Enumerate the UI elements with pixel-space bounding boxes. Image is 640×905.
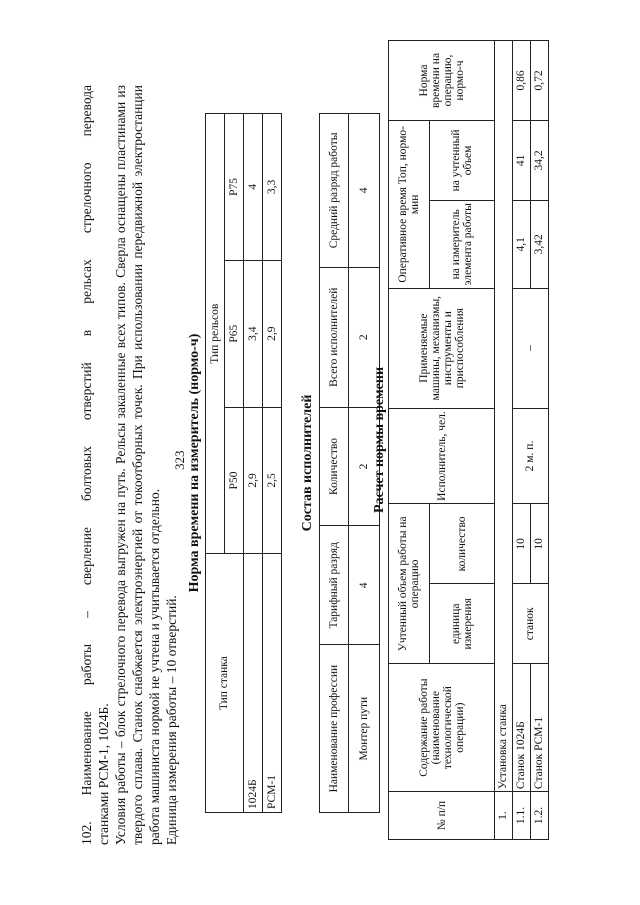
table-row: РСМ-1 2,5 2,9 3,3 xyxy=(263,114,282,813)
header-grade: Тарифный разряд xyxy=(320,526,349,645)
table-row: Монтер пути 4 2 2 4 xyxy=(349,114,380,813)
table-row: 1024Б 2,9 3,4 4 xyxy=(244,114,263,813)
rail-type-header: Р75 xyxy=(225,114,244,261)
calc-table-title: Расчет нормы времени xyxy=(372,366,387,514)
table-row: 1. Установка станка xyxy=(495,41,513,840)
shared-executor: 2 м. п. xyxy=(513,408,549,504)
header-num: № п/п xyxy=(389,792,495,840)
header-qty: количество xyxy=(430,504,495,584)
header-profession: Наименование профессии xyxy=(320,645,349,813)
staff-table xyxy=(319,113,380,813)
header-avg-grade: Средний разряд работы xyxy=(320,114,349,268)
header-op-time: Оперативное время Топ, нормо-мин xyxy=(389,120,430,288)
work-conditions: Условия работы – блок стрелочного перевода выгружен на путь. Рельсы закаленные всех типов. Сверла оснащены пластинами из твердого сплава. Станок снабжается электроэнергией от токоотборных точек. При использовании передвижной электростанции работа машиниста нормой не учтена и учитывается отдельно. xyxy=(113,85,162,845)
col-rail-type: Тип рельсов xyxy=(206,114,225,554)
header-content: Содержание работы (наименование технологической операции) xyxy=(389,664,495,792)
norm-table-title: Норма времени на измеритель (нормо-ч) xyxy=(187,333,202,593)
work-title-line: 102. Наименование работы – сверление болтовых отверстий в рельсах стрелочного перевода xyxy=(79,84,94,845)
shared-unit: станок xyxy=(513,584,549,664)
header-norm: Норма времени на операцию, нормо-ч xyxy=(389,41,495,121)
header-unit: единица измерения xyxy=(430,584,495,664)
header-count: Количество xyxy=(320,407,349,526)
shared-tools: – xyxy=(513,288,549,408)
header-total: Всего исполнителей xyxy=(320,267,349,407)
work-title-continuation: станками РСМ-1, 1024Б. xyxy=(96,703,111,845)
staff-table-title: Состав исполнителей xyxy=(300,394,315,532)
header-executor: Исполнитель, чел. xyxy=(389,408,495,504)
header-per-unit: на измеритель элемента работы xyxy=(430,200,495,288)
calc-table xyxy=(388,40,549,840)
rail-type-header: Р65 xyxy=(225,260,244,407)
work-description xyxy=(78,85,180,845)
measurement-unit: Единица измерения работы – 10 отверстий. xyxy=(164,595,179,845)
header-tools: Применяемые машины, механизмы, инструменты и приспособления xyxy=(389,288,495,408)
rail-type-header: Р50 xyxy=(225,407,244,554)
header-volume: Учтенный объем работы на операцию xyxy=(389,504,430,664)
table-row: 1.2. Станок РСМ-1 10 3,42 34,2 0,72 xyxy=(531,41,549,840)
header-per-volume: на учтенный объем xyxy=(430,120,495,200)
table-row: 1.1. Станок 1024Б станок 10 2 м. п. – 4,1 41 0,86 xyxy=(513,41,531,840)
page-number: 323 xyxy=(172,450,187,470)
norm-table xyxy=(205,113,282,813)
col-machine-type: Тип станка xyxy=(206,554,244,813)
